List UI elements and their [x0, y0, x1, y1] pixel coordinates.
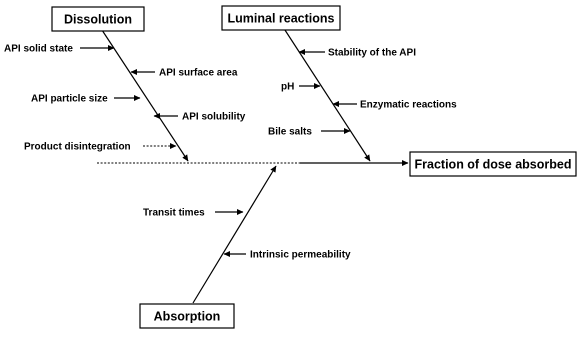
luminal-reactions-title: Luminal reactions	[227, 11, 335, 26]
cause-label-api-surface-area: API surface area	[159, 67, 238, 79]
cause-label-stability: Stability of the API	[328, 47, 416, 59]
absorption-title: Absorption	[153, 309, 221, 324]
cause-label-bile-salts: Bile salts	[268, 126, 312, 138]
dissolution-title: Dissolution	[63, 12, 133, 27]
cause-label-enzymatic-reactions: Enzymatic reactions	[360, 99, 457, 111]
effect-title: Fraction of dose absorbed	[414, 157, 572, 172]
cause-label-transit-times: Transit times	[143, 207, 205, 219]
cause-label-product-disintegration: Product disintegration	[24, 141, 131, 153]
absorption-bone	[193, 166, 276, 303]
cause-label-ph: pH	[281, 81, 295, 93]
cause-label-api-solid-state: API solid state	[4, 43, 73, 55]
cause-label-api-particle-size: API particle size	[31, 93, 108, 105]
cause-label-intrinsic-permeability: Intrinsic permeability	[250, 249, 351, 261]
cause-label-api-solubility: API solubility	[182, 111, 246, 123]
